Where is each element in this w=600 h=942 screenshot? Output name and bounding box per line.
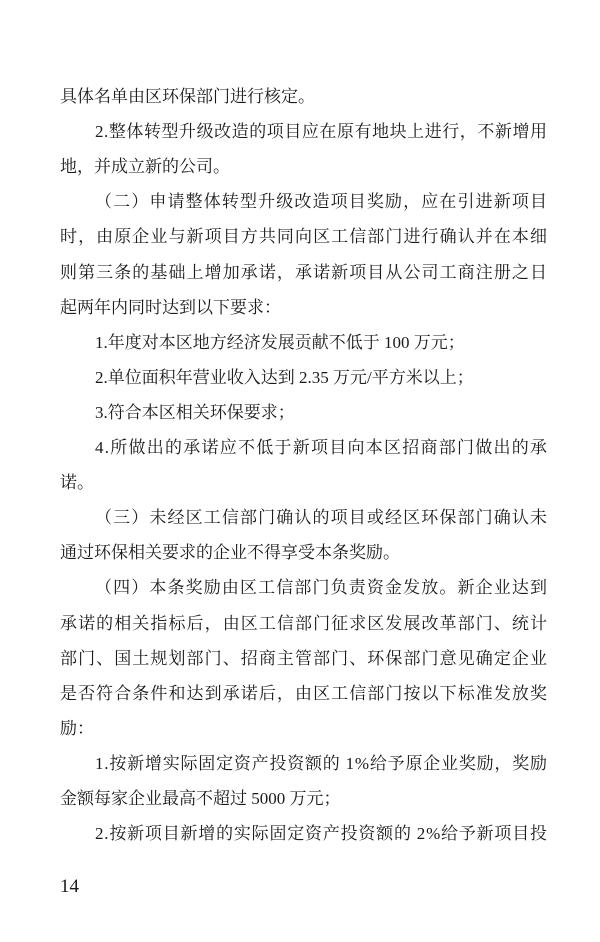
text-line: 4.所做出的承诺应不低于新项目向本区招商部门做出的承 <box>95 438 549 457</box>
text-line: （三）未经区工信部门确认的项目或经区环保部门确认未 <box>95 508 549 528</box>
page-number: 14 <box>60 876 79 897</box>
text-line: 诺。 <box>60 473 94 493</box>
text-line: 通过环保相关要求的企业不得享受本条奖励。 <box>60 543 400 563</box>
text-line: 2.按新项目新增的实际固定资产投资额的 2%给予新项目投 <box>95 824 548 844</box>
text-line: 具体名单由区环保部门进行核定。 <box>60 87 315 106</box>
text-line: 3.符合本区相关环保要求； <box>95 402 295 422</box>
text-line: 励： <box>60 718 94 738</box>
text-line: （四）本条奖励由区工信部门负责资金发放。新企业达到 <box>95 578 549 598</box>
text-line: 是否符合条件和达到承诺后，由区工信部门按以下标准发放奖 <box>60 683 549 703</box>
text-line: 1.按新增实际固定资产投资额的 1%给予原企业奖励，奖励 <box>95 753 548 773</box>
text-line: 部门、国土规划部门、招商主管部门、环保部门意见确定企业 <box>60 648 549 668</box>
text-line: 地，并成立新的公司。 <box>60 157 230 177</box>
text-line: 时，由原企业与新项目方共同向区工信部门进行确认并在本细 <box>60 227 549 247</box>
text-line: 则第三条的基础上增加承诺，承诺新项目从公司工商注册之日 <box>60 262 549 282</box>
text-line: 起两年内同时达到以下要求： <box>60 297 281 317</box>
text-line: 2.整体转型升级改造的项目应在原有地块上进行，不新增用 <box>95 122 548 142</box>
text-line: 1.年度对本区地方经济发展贡献不低于 100 万元； <box>95 332 465 352</box>
text-line: 金额每家企业最高不超过 5000 万元； <box>60 789 341 808</box>
text-line: 承诺的相关指标后，由区工信部门征求区发展改革部门、统计 <box>60 613 549 633</box>
text-line: （二）申请整体转型升级改造项目奖励，应在引进新项目 <box>95 192 549 212</box>
text-line: 2.单位面积年营业收入达到 2.35 万元/平方米以上； <box>95 367 474 387</box>
